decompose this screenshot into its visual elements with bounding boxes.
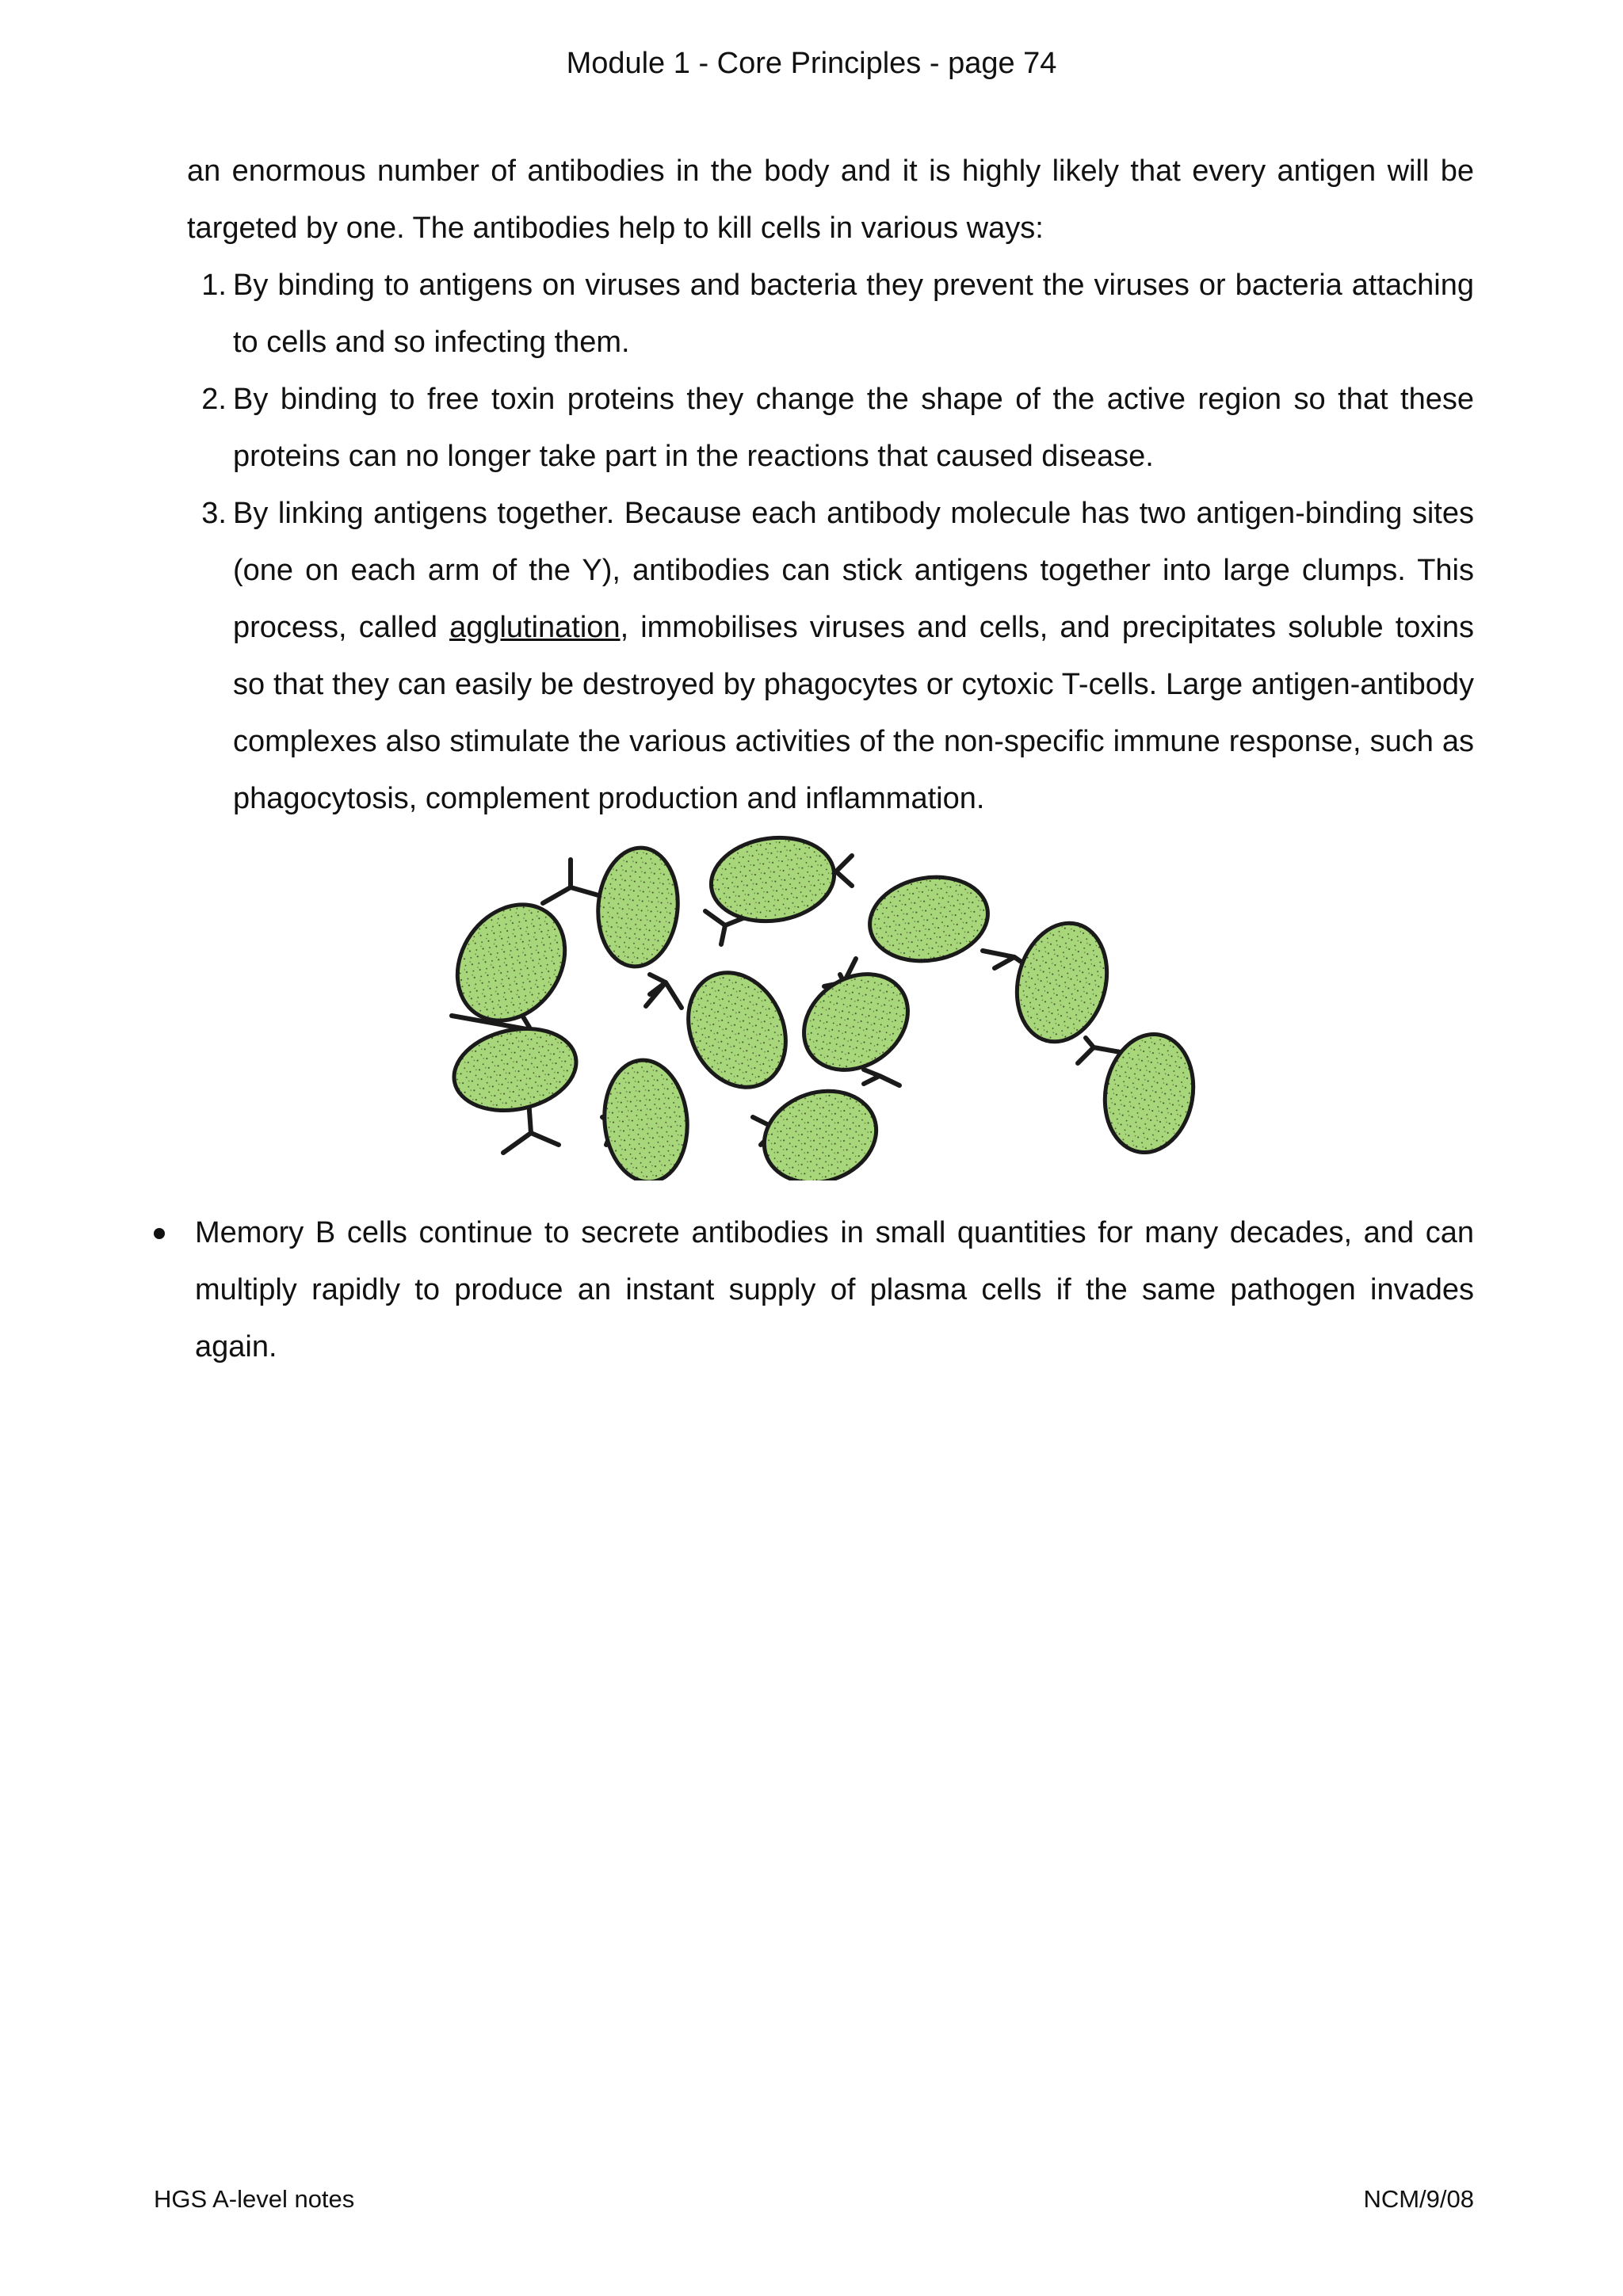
list-item (187, 485, 1474, 827)
antigen-cell (863, 868, 995, 970)
antigen-cell (594, 845, 683, 970)
antigen-cell (706, 832, 840, 929)
antibody-actions-list (187, 257, 1474, 827)
list-number: 1. (201, 269, 227, 302)
agglutination-diagram (412, 832, 1220, 1180)
list-item (187, 371, 1474, 485)
footer-right: NCM/9/08 (1363, 2185, 1474, 2213)
antigen-cell (785, 955, 926, 1089)
antigen-cell (599, 1057, 692, 1180)
antigen-cell (1096, 1028, 1202, 1160)
list-item-text: By binding to free toxin proteins they change the shape of the active region so that these proteins can no longer take part in the reactions that caused disease. (233, 383, 1474, 473)
list-number: 3. (201, 497, 227, 530)
intro-paragraph: an enormous number of antibodies in the body and it is highly likely that every antigen will be targeted by one. The antibodies help to kill cells in various ways: (187, 154, 1474, 245)
page-header: Module 1 - Core Principles - page 74 (566, 47, 1057, 80)
memory-b-cells-bullet (154, 1204, 1474, 1375)
footer-left: HGS A-level notes (154, 2185, 355, 2213)
antigen-cell (752, 1077, 888, 1180)
antigen-cell (446, 1018, 583, 1121)
list-item-text-before: By linking antigens together. Because each antibody molecule has two antigen-binding sites (one on each arm of the Y), antibodies can stick antigens together into large clumps. This process, called (233, 497, 1474, 644)
list-item-text-after: , immobilises viruses and cells, and precipitates soluble toxins so that they can easily be destroyed by phagocytes or cytoxic T-cells. Large antigen-antibody complexes also stimulate the various activities of the non-specific immune response, such as phagocytosis, complement production and inflammation. (233, 611, 1474, 815)
antigen-cell (670, 957, 804, 1104)
antigen-cells (435, 832, 1202, 1180)
list-item-text: By binding to antigens on viruses and bacteria they prevent the viruses or bacteria attaching to cells and so infecting them. (233, 269, 1474, 359)
bullet-dot (154, 1228, 165, 1239)
antigen-cell (1004, 913, 1120, 1051)
agglutination-term: agglutination (449, 611, 621, 644)
list-number: 2. (201, 383, 227, 416)
list-item (187, 257, 1474, 371)
main-content (187, 143, 1474, 827)
bullet-text: Memory B cells continue to secrete antibodies in small quantities for many decades, and can multiply rapidly to produce an instant supply of plasma cells if the same pathogen invades again. (195, 1216, 1474, 1363)
